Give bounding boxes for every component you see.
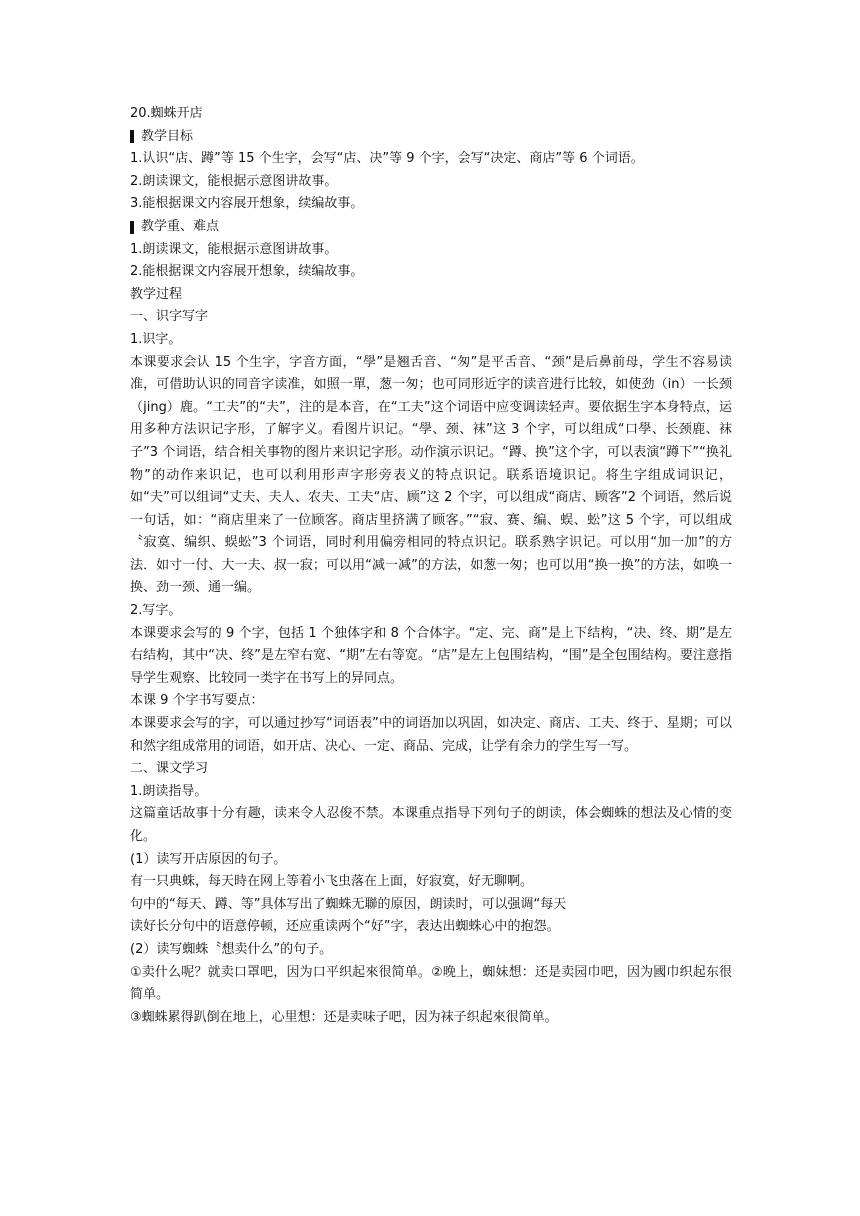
sub-heading: 1.朗读指导。: [130, 783, 208, 799]
section-heading-goals: [130, 126, 732, 149]
paragraph: 读好长分句中的语意停顿，还应重读两个“好”字，表达出蜘蛛心中的抱怨。: [130, 919, 560, 935]
document-title: 20.蜘蛛开店: [130, 106, 203, 121]
paragraph: 本课 9 个字书写要点：: [130, 693, 264, 709]
sub-heading: 2.写字。: [130, 603, 182, 619]
example-sentence: ①卖什么呢？就卖口罩吧，因为口平织起來很简单。②晚上，蜘妹想：还是卖园巾吧，因为國巾织起东很简单。: [130, 964, 732, 1003]
part-heading: 二、课文学习: [130, 761, 209, 777]
goal-item: 2.朗读课文，能根据示意图讲故事。: [130, 173, 338, 189]
heading-bar-icon: [130, 221, 134, 234]
paragraph: 本课要求会写的字，可以通过抄写“词语表”中的词语加以巩固，如决定、商店、工夫、终于、星期；可以和然字组成常用的词语，如开店、决心、一定、商品、完成，让学有余力的学生写一写。: [130, 716, 732, 754]
process-heading: 教学过程: [130, 286, 183, 302]
section-heading-text: 教学重、难点: [141, 218, 220, 234]
question-heading: (2）读写蜘蛛〝想卖什么”的句子。: [130, 941, 333, 957]
heading-bar-icon: [130, 130, 134, 143]
example-sentence: ③蜘蛛累得趴倒在地上，心里想：还是卖味子吧，因为袜子织起來很简单。: [130, 1009, 558, 1025]
keypoint-item: 1.朗读课文，能根据示意图讲故事。: [130, 241, 338, 257]
question-heading: (1）读写开店原因的句子。: [130, 851, 287, 867]
sub-heading: 1.识字。: [130, 331, 182, 347]
keypoint-item: 2.能根据课文内容展开想象，续编故事。: [130, 264, 364, 280]
goal-item: 1.认识“店、蹲”等 15 个生字，会写“店、决”等 9 个字，会写“决定、商店”等 6 个词语。: [130, 151, 644, 167]
document-page: [130, 103, 732, 1029]
paragraph: 句中的“每天、蹲、等”具体写出了蜘蛛无聯的原因，朗读时，可以强调“每天: [130, 896, 567, 912]
section-heading-text: 教学目标: [141, 128, 194, 144]
example-sentence: 有一只典蛛，每天時在网上等着小飞虫落在上面，好寂寞，好无聊啊。: [130, 874, 534, 890]
goal-item: 3.能根据课文内容展开想象，续编故事。: [130, 196, 364, 212]
paragraph: 本课要求会认 15 个生字，字音方面，“學”是翘舌音、“匆”是平舌音、“颈”是后鼻前母，学生不容易读准，可借助认识的同音字读准，如照一單，葱一匆；也可同形近字的读音进行比较，如使劲（in）一长颈（jing）鹿。“工夫”的“夫”，注的是本音，在“工夫”这个词语中应变调读轻声。要依据生字本身特点，运用多种方法识记字形，了解字义。看图片识记。“學、颈、袜”这 3 个字，可以组成“口學、长颈鹿、袜子”3 个词语，结合相关事物的图片来识记字形。动作演示识记。“蹲、换”这个字，可以表演“蹲下”“换礼物”的动作来识记，也可以利用形声字形旁表义的特点识记。联系语境识记。将生字组成词识记，如“夫”可以组词“丈夫、夫人、农夫、工夫“店、顾”这 2 个字，可以组成“商店、顾客”2 个词语，然后说一句话，如：“商店里来了一位顾客。商店里挤满了顾客。”“寂、赛、编、蜈、蚣”这 5 个字，可以组成〝寂寞、编织、蜈蚣”3 个词语，同时利用偏旁相同的特点识记。联系熟字识记。可以用“加一加”的方法．如寸一付、大一夫、叔一寂；可以用“减一减”的方法，如葱一匆；也可以用“换一换”的方法，如唤一换、劲一颈、通一编。: [130, 354, 732, 596]
paragraph: 本课要求会写的 9 个字，包括 1 个独体字和 8 个合体字。“定、完、商”是上下结构，“决、终、期”是左右结构，其中“决、终”是左窄右宽、“期”左右等宽。“店”是左上包围结构，“围”是全包围结构。要注意指导学生观察、比较同一类字在书写上的异同点。: [130, 625, 732, 686]
part-heading: 一、识字写字: [130, 309, 209, 325]
section-heading-keypoints: [130, 216, 732, 239]
paragraph: 这篇童话故事十分有趣，读来令人忍俊不禁。本课重点指导下列句子的朗读，体会蜘蛛的想法及心情的变化。: [130, 806, 732, 844]
